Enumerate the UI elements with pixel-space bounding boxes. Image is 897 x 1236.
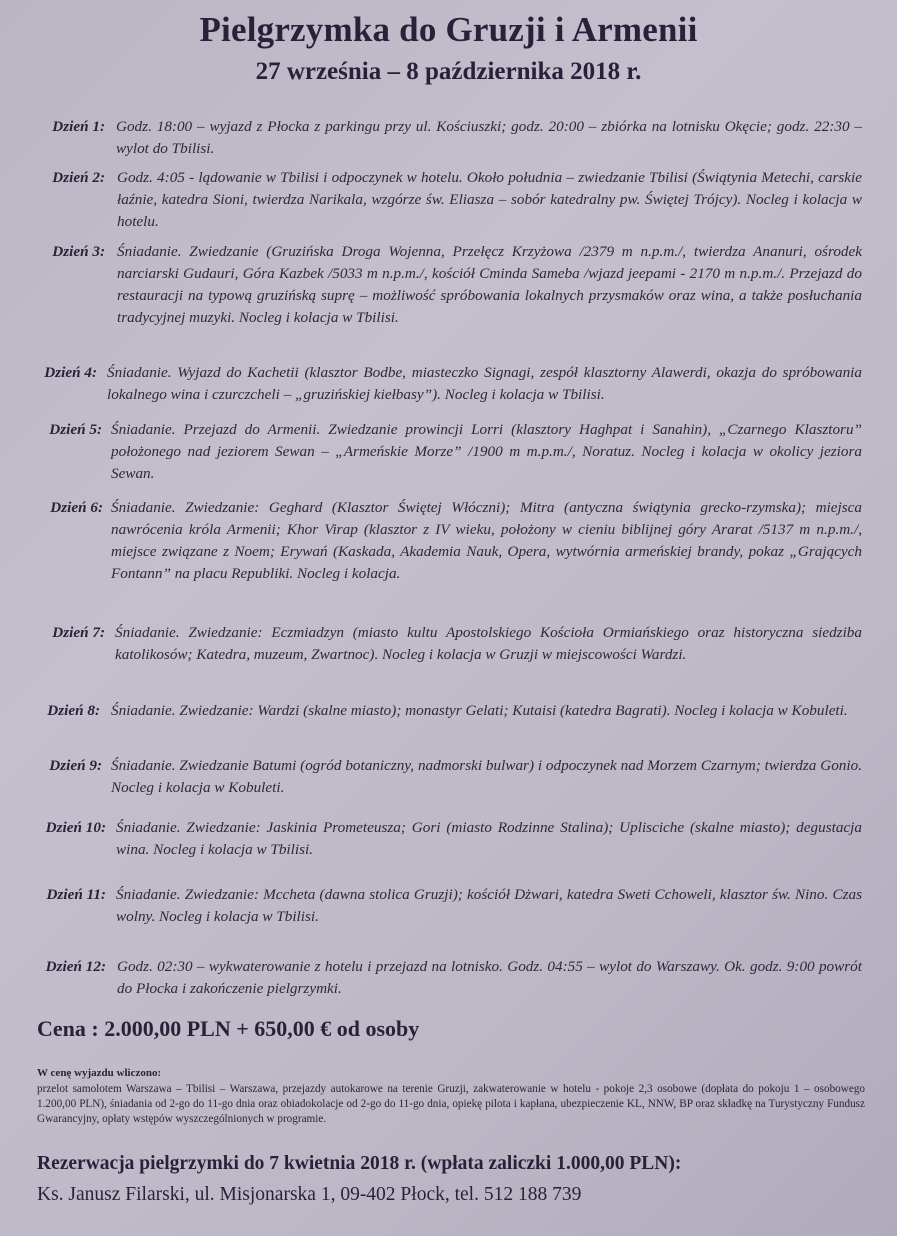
reservation-info: Rezerwacja pielgrzymki do 7 kwietnia 2018 r. (wpłata zaliczki 1.000,00 PLN): <box>37 1153 682 1174</box>
day-description: Śniadanie. Zwiedzanie: Eczmiadzyn (miasto kultu Apostolskiego Kościoła Ormiańskiego oraz historyczna siedziba katolikosów; Katedra, muzeum, Zwartnoc). Nocleg i kolacja w Gruzji w miejscowości Wardzi. <box>115 624 862 663</box>
day-description: Śniadanie. Zwiedzanie: Geghard (Klasztor Świętej Włóczni); Mitra (antyczna świątynia grecko-rzymska); miejsca nawrócenia króla Armenii; Khor Virap (klasztor z IV wieku, położony w cieniu biblijnej góry Ararat /5137 m n.p.m./, miejsce związane z Noem; Erywań (Kaskada, Akademia Nauk, Opera, wytwórnia armeńskiej brandy, pokaz „Grających Fontann” na placu Republiki. Nocleg i kolacja. <box>111 499 862 582</box>
day-description: Śniadanie. Zwiedzanie: Mccheta (dawna stolica Gruzji); kościół Dżwari, katedra Sweti Cchoweli, klasztor św. Nino. Czas wolny. Nocleg i kolacja w Tbilisi. <box>116 886 862 925</box>
day-description: Godz. 4:05 - lądowanie w Tbilisi i odpoczynek w hotelu. Około południa – zwiedzanie Tbilisi (Świątynia Metechi, carskie łaźnie, katedra Sioni, twierdza Narikala, wzgórze św. Eliasza – sobór katedralny pw. Świętej Trójcy). Nocleg i kolacja w hotelu. <box>117 169 862 230</box>
day-description: Śniadanie. Zwiedzanie: Jaskinia Prometeusza; Gori (miasto Rodzinne Stalina); Uplisciche (skalne miasto); degustacja wina. Nocleg i kolacja w Tbilisi. <box>116 819 862 858</box>
trip-dates: 27 września – 8 października 2018 r. <box>255 58 642 85</box>
day-label: Dzień 2: <box>52 169 105 186</box>
day-description: Śniadanie. Zwiedzanie (Gruzińska Droga Wojenna, Przełęcz Krzyżowa /2379 m n.p.m./, twierdza Ananuri, ośrodek narciarski Gudauri, Góra Kazbek /5033 m n.p.m./, kościół Cminda Sameba /wjazd jeepami - 2170 m n.p.m./. Przejazd do restauracji na typową gruzińską suprę – możliwość spróbowania lokalnych przysmaków oraz wina, a także posłuchania tradycyjnej muzyki. Nocleg i kolacja w Tbilisi. <box>117 243 862 326</box>
day-label: Dzień 7: <box>52 624 105 641</box>
day-label: Dzień 10: <box>45 819 106 836</box>
day-description: Śniadanie. Zwiedzanie Batumi (ogród botaniczny, nadmorski bulwar) i odpoczynek nad Morzem Czarnym; twierdza Gonio. Nocleg i kolacja w Kobuleti. <box>111 757 862 796</box>
day-label: Dzień 12: <box>45 958 106 975</box>
day-label: Dzień 8: <box>47 702 100 719</box>
day-label: Dzień 3: <box>52 243 105 260</box>
day-label: Dzień 11: <box>46 886 106 903</box>
day-label: Dzień 6: <box>50 499 103 516</box>
day-description: Śniadanie. Przejazd do Armenii. Zwiedzanie prowincji Lorri (klasztory Haghpat i Sanahin), „Czarnego Klasztoru” położonego nad jeziorem Sewan – „Armeńskie Morze” /1900 m m.p.m./, Noratuz. Nocleg i kolacja w okolicy jeziora Sewan. <box>111 421 862 482</box>
page-title: Pielgrzymka do Gruzji i Armenii <box>199 10 698 49</box>
contact-info: Ks. Janusz Filarski, ul. Misjonarska 1, 09-402 Płock, tel. 512 188 739 <box>37 1184 582 1205</box>
included-label: W cenę wyjazdu wliczono: <box>37 1067 162 1079</box>
included-text: przelot samolotem Warszawa – Tbilisi – Warszawa, przejazdy autokarowe na terenie Gruzji, zakwaterowanie w hotelu - pokoje 2,3 osobowe (dopłata do pokoju 1 – osobowego 1.200,00 PLN), śniadania od 2-go do 11-go dnia oraz obiadokolacje od 2-go do 11-go dnia, opiekę pilota i kapłana, ubezpieczenie KL, NNW, BP oraz składkę na Turystyczny Fundusz Gwarancyjny, opłaty wstępów wyszczególnionych w programie. <box>37 1083 865 1125</box>
day-label: Dzień 9: <box>49 757 102 774</box>
day-label: Dzień 5: <box>49 421 102 438</box>
price: Cena : 2.000,00 PLN + 650,00 € od osoby <box>37 1016 420 1041</box>
day-label: Dzień 4: <box>44 364 97 381</box>
day-label: Dzień 1: <box>52 118 105 135</box>
day-description: Godz. 02:30 – wykwaterowanie z hotelu i przejazd na lotnisko. Godz. 04:55 – wylot do Warszawy. Ok. godz. 9:00 powrót do Płocka i zakończenie pielgrzymki. <box>117 958 862 997</box>
day-description: Śniadanie. Zwiedzanie: Wardzi (skalne miasto); monastyr Gelati; Kutaisi (katedra Bagrati). Nocleg i kolacja w Kobuleti. <box>111 702 848 719</box>
day-description: Godz. 18:00 – wyjazd z Płocka z parkingu przy ul. Kościuszki; godz. 20:00 – zbiórka na lotnisku Okęcie; godz. 22:30 – wylot do Tbilisi. <box>116 118 862 157</box>
day-description: Śniadanie. Wyjazd do Kachetii (klasztor Bodbe, miasteczko Signagi, zespół klasztorny Alawerdi, okazja do spróbowania lokalnego wina i czurczcheli – „gruzińskiej kiełbasy”). Nocleg i kolacja w Tbilisi. <box>107 364 862 403</box>
